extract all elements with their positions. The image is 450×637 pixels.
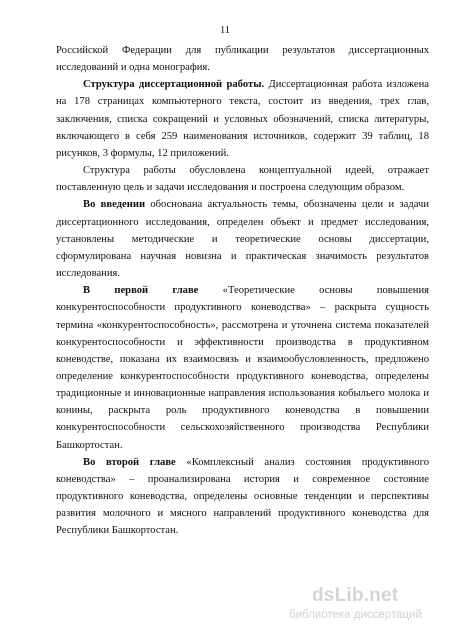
paragraph-text: «Теоретические основы повышения конкурентоспособности продуктивного коневодства» – раскрыта сущность термина «конкурентоспособность», рассмотрена и уточнена система показателей конкурентоспособности и эффективности производства в продуктивном коневодстве, показана их взаимосвязь и взаимообусловленность, предложено определение конкурентоспособности продуктивного коневодства, определены традиционные и инновационные направления использования кобыльего молока и конины, раскрыта роль продуктивного коневодства в повышении конкурентоспособности сельскохозяйственного производства Республики Башкортостан. xyxy=(56,285,429,451)
page-number: 11 xyxy=(219,25,231,36)
paragraph-introduction xyxy=(56,196,429,282)
paragraph-text: Российской Федерации для публикации результатов диссертационных исследований и одна монография. xyxy=(56,45,429,74)
paragraph-text: «Комплексный анализ состояния продуктивного коневодства» – проанализирована история и современное состояние продуктивного коневодства, определены основные тенденции и перспективы развития молочного и мясного направлений продуктивного коневодства для Республики Башкортостан. xyxy=(56,456,429,537)
paragraph-text: Структура работы обусловлена концептуальной идеей, отражает поставленную цель и задачи исследования и построена следующим образом. xyxy=(56,165,429,194)
paragraph-heading: Структура диссертационной работы. xyxy=(83,79,265,91)
paragraph-chapter-one xyxy=(56,282,429,454)
paragraph-structure xyxy=(56,76,429,162)
watermark xyxy=(289,585,442,631)
paragraph-heading: Во введении xyxy=(83,199,146,211)
paragraph-text: Диссертационная работа изложена на 178 страницах компьютерного текста, состоит из введения, трех глав, заключения, списка сокращений и условных обозначений, списка литературы, включающего в себя 259 наименования источников, содержит 39 таблиц, 18 рисунков, 3 формулы, 12 приложений. xyxy=(56,79,429,159)
document-body xyxy=(56,42,429,540)
paragraph-continuation xyxy=(56,42,429,76)
watermark-logo: dsLib.net xyxy=(312,585,399,606)
paragraph-concept xyxy=(56,162,429,196)
watermark-caption: библиотека диссертаций xyxy=(289,609,422,621)
paragraph-chapter-two xyxy=(56,454,429,540)
paragraph-heading: Во второй главе xyxy=(83,456,176,468)
paragraph-text: обоснована актуальность темы, обозначены цели и задачи диссертационного исследования, определен объект и предмет исследования, установлены методические и теоретические основы диссертации, сформулирована научная новизна и практическая значимость результатов исследования. xyxy=(56,199,429,280)
paragraph-heading: В первой главе xyxy=(83,285,199,297)
